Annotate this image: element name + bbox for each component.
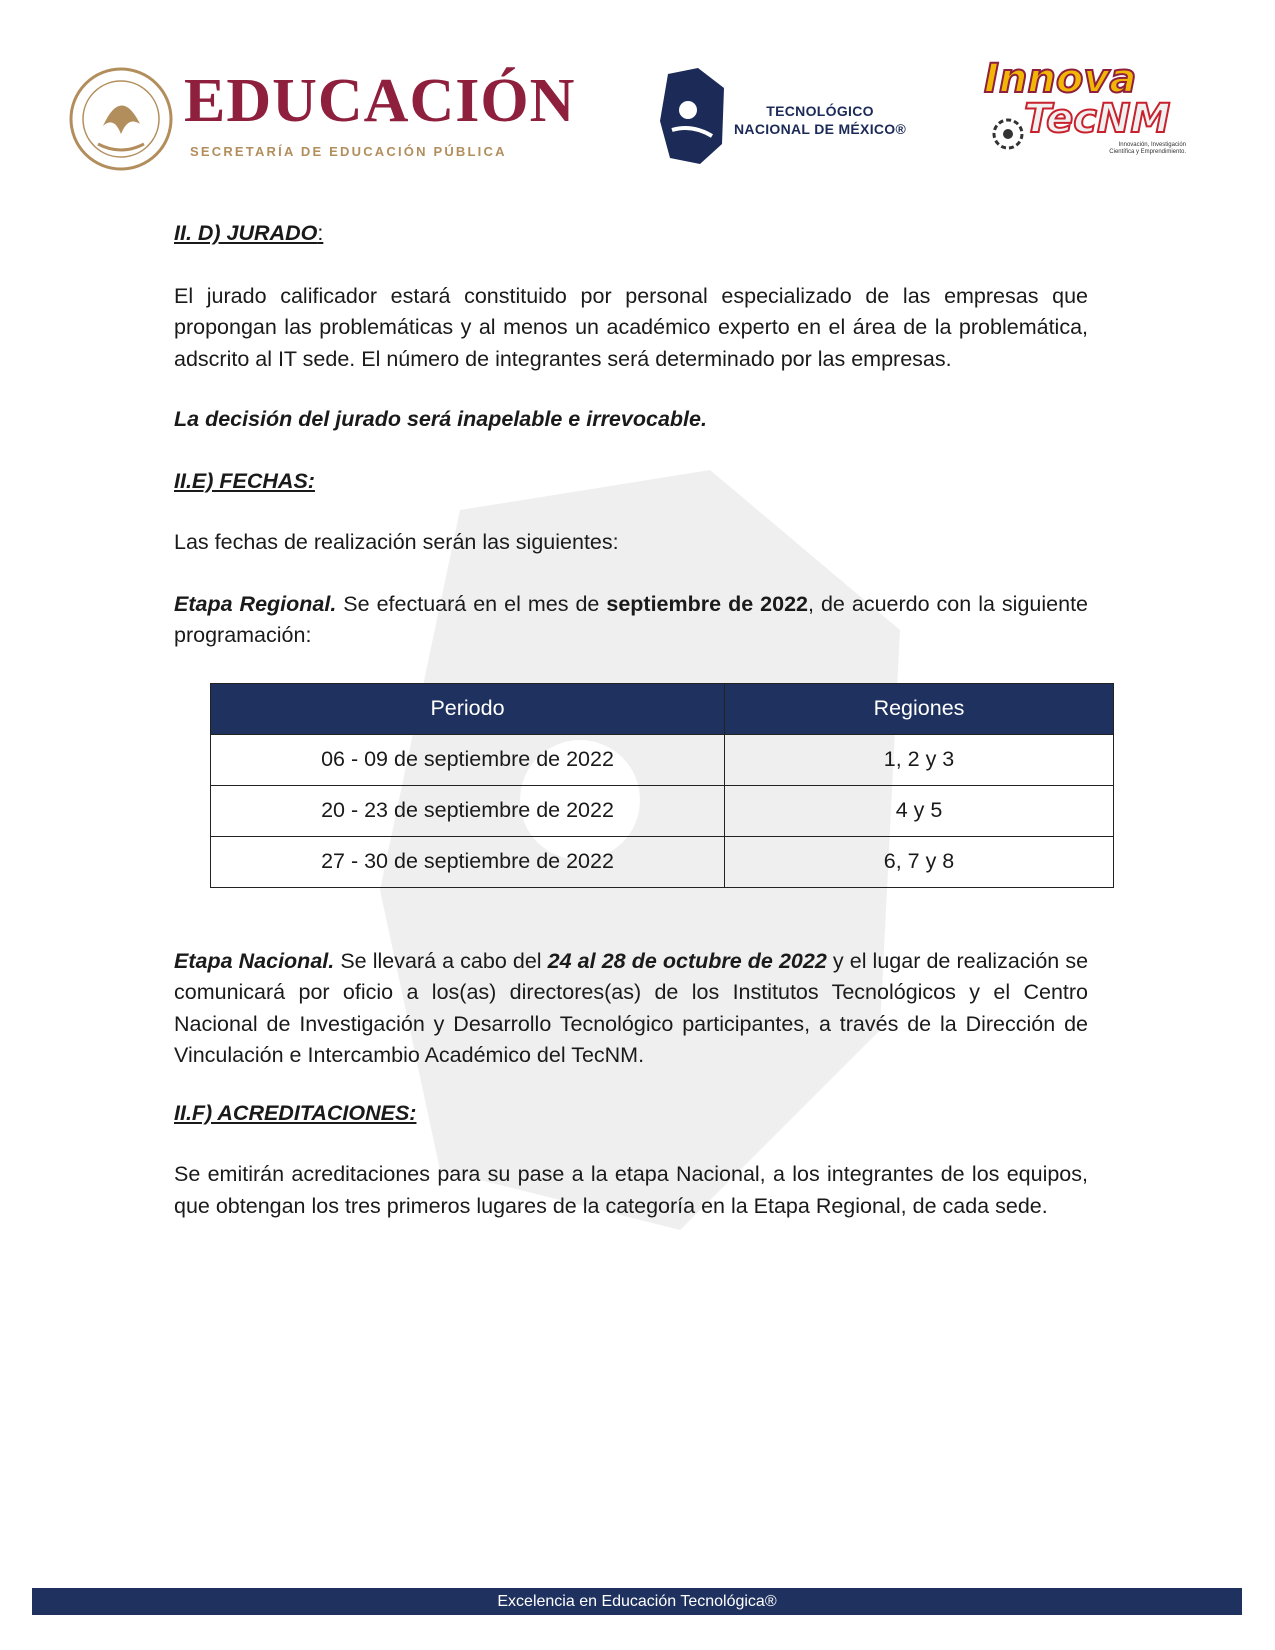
- fechas-heading: II.E) FECHAS:: [174, 468, 315, 493]
- table-cell-periodo: 06 - 09 de septiembre de 2022: [211, 734, 725, 785]
- table-row: [211, 734, 1114, 785]
- regional-text-1: Se efectuará en el mes de: [336, 591, 607, 616]
- sep-logo: [66, 60, 626, 180]
- regional-text-2: , de acuerdo con la siguiente programación:: [174, 591, 1088, 647]
- nacional-text-2: y el lugar de realización se comunicará por oficio a los(as) directores(as) de los Institutos Tecnológicos y el Centro Nacional de Investigación y Desarrollo Tecnológico participantes, a través de la Dirección de Vinculación e Intercambio Académico del TecNM.: [174, 948, 1089, 1067]
- innova-word: Innova: [984, 56, 1137, 102]
- jurado-heading-line: [174, 218, 1088, 250]
- nacional-text-1: Se llevará a cabo del: [334, 948, 548, 973]
- sep-title: EDUCACIÓN: [184, 67, 576, 135]
- page-header: [66, 56, 1206, 180]
- table-header-regiones: Regiones: [725, 683, 1114, 734]
- table-header-periodo: Periodo: [211, 683, 725, 734]
- table-cell-periodo: 20 - 23 de septiembre de 2022: [211, 785, 725, 836]
- table-cell-regiones: 1, 2 y 3: [725, 734, 1114, 785]
- acreditaciones-heading: II.F) ACREDITACIONES:: [174, 1100, 417, 1125]
- document-body: [174, 218, 1088, 1222]
- national-seal-icon: [68, 66, 174, 172]
- tecnm-name-line1: TECNOLÓGICO: [766, 103, 874, 119]
- nacional-dates: 24 al 28 de octubre de 2022: [547, 948, 827, 973]
- tecnm-name: [734, 102, 906, 138]
- acreditaciones-paragraph: Se emitirán acreditaciones para su pase a la etapa Nacional, a los integrantes de los equipos, que obtengan los tres primeros lugares de la categoría en la Etapa Regional, de cada sede.: [174, 1162, 1088, 1218]
- schedule-table: [210, 683, 1114, 888]
- table-row: [211, 836, 1114, 887]
- jurado-paragraph: El jurado calificador estará constituido por personal especializado de las empresas que propongan las problemáticas y al menos un académico experto en el área de la problemática, adscrito al IT sede. El número de integrantes será determinado por las empresas.: [174, 283, 1088, 371]
- tecnm-logo: [658, 66, 908, 172]
- nacional-paragraph: [174, 946, 1088, 1072]
- table-cell-regiones: 6, 7 y 8: [725, 836, 1114, 887]
- regional-paragraph: [174, 589, 1088, 652]
- regional-label: Etapa Regional.: [174, 591, 337, 616]
- regional-month: septiembre de 2022: [606, 591, 808, 616]
- table-header-row: [211, 683, 1114, 734]
- sep-subtitle: SECRETARÍA DE EDUCACIÓN PÚBLICA: [190, 144, 507, 159]
- innova-tecnm-word: TecNM: [1024, 96, 1171, 142]
- jurado-heading-colon: :: [317, 221, 324, 245]
- table-row: [211, 785, 1114, 836]
- tecnm-gear-icon: [658, 66, 728, 166]
- innova-tecnm-logo: [966, 54, 1196, 178]
- footer-bar: Excelencia en Educación Tecnológica®: [32, 1588, 1242, 1615]
- tecnm-name-line2: NACIONAL DE MÉXICO®: [734, 121, 907, 137]
- innova-tagline: Innovación, Investigación Científica y Emprendimiento.: [1109, 142, 1186, 155]
- table-cell-regiones: 4 y 5: [725, 785, 1114, 836]
- table-cell-periodo: 27 - 30 de septiembre de 2022: [211, 836, 725, 887]
- jurado-heading: II. D) JURADO: [174, 221, 318, 245]
- gear-flask-icon: [988, 104, 1028, 164]
- fechas-intro: Las fechas de realización serán las siguientes:: [174, 530, 619, 554]
- jurado-decision: La decisión del jurado será inapelable e irrevocable.: [174, 407, 707, 431]
- nacional-label: Etapa Nacional.: [174, 948, 335, 973]
